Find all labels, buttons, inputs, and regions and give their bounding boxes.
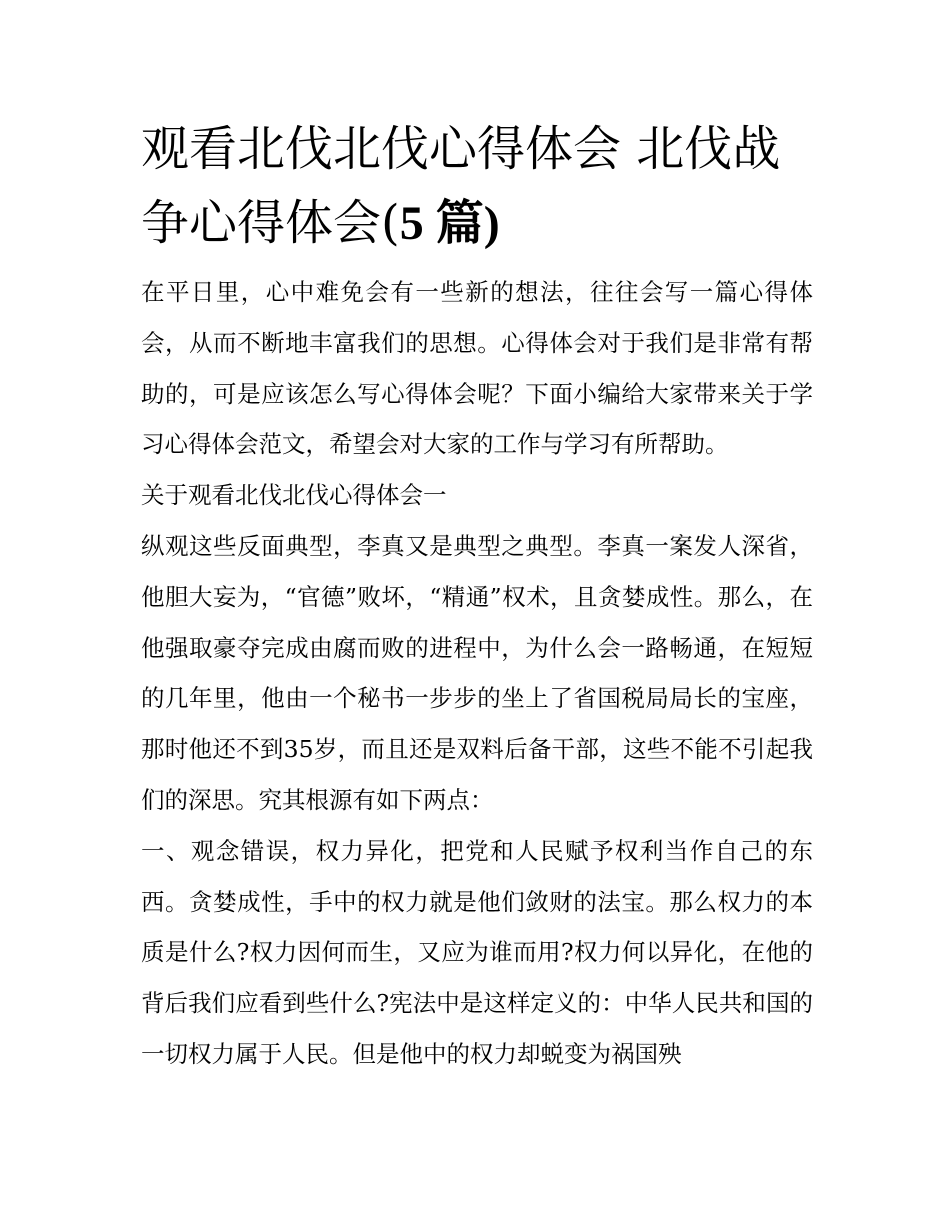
title-suffix: 篇) (423, 197, 500, 250)
document-title (141, 112, 813, 261)
title-text: 观看北伐北伐心得体会 北伐战争心得体会( (141, 121, 781, 251)
title-count: 5 (399, 197, 424, 250)
body-paragraph: 纵观这些反面典型，李真又是典型之典型。李真一案发人深省，他胆大妄为，“官德”败坏，“精通”权术，且贪婪成性。那么，在他强取豪夺完成由腐而败的进程中，为什么会一路畅通，在短短的几年里，他由一个秘书一步步的坐上了省国税局局长的宝座，那时他还不到35岁，而且还是双料后备干部，这些不能不引起我们的深思。究其根源有如下两点： (141, 531, 813, 814)
body-paragraph: 一、观念错误，权力异化，把党和人民赋予权利当作自己的东西。贪婪成性，手中的权力就是他们敛财的法宝。那么权力的本质是什么?权力因何而生，又应为谁而用?权力何以异化，在他的背后我们应看到些什么?宪法中是这样定义的：中华人民共和国的一切权力属于人民。但是他中的权力却蜕变为祸国殃 (141, 836, 813, 1068)
document-content (141, 112, 813, 1080)
intro-paragraph: 在平日里，心中难免会有一些新的想法，往往会写一篇心得体会，从而不断地丰富我们的思想。心得体会对于我们是非常有帮助的，可是应该怎么写心得体会呢？下面小编给大家带来关于学习心得体会范文，希望会对大家的工作与学习有所帮助。 (141, 278, 813, 459)
section-heading: 关于观看北伐北伐心得体会一 (141, 481, 447, 510)
